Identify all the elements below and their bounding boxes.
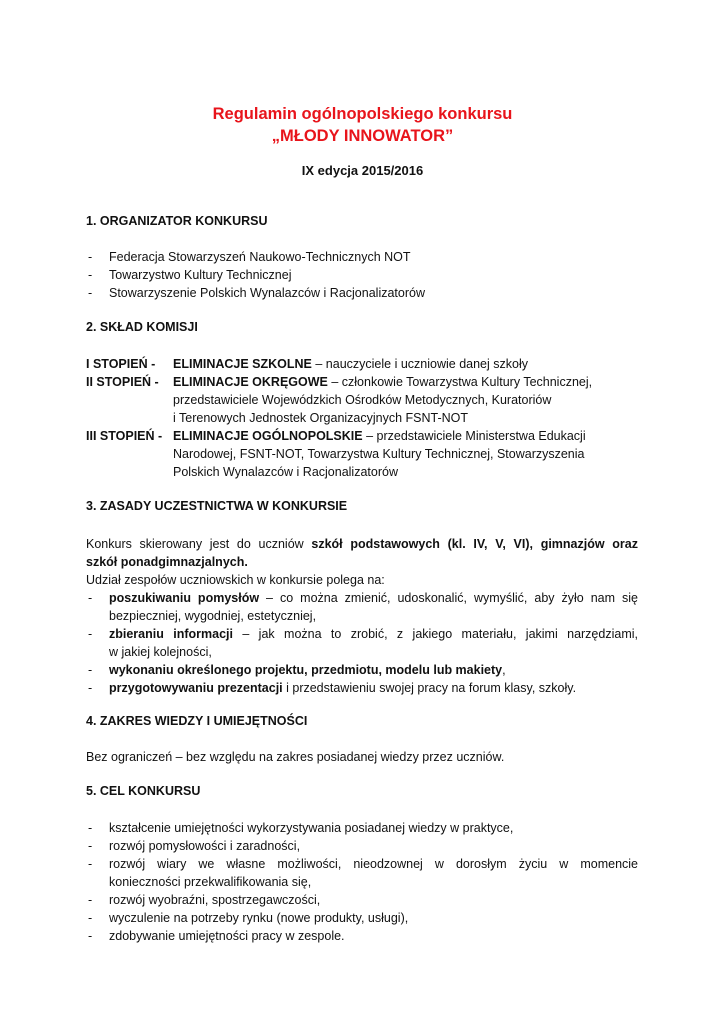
item-text: i przedstawieniu swojej pracy na forum klasy, szkoły. <box>282 681 577 695</box>
item-continuation: w jakiej kolejności, <box>109 645 212 659</box>
item-continuation: bezpieczniej, wygodniej, estetyczniej, <box>109 609 317 623</box>
participation-item <box>109 625 638 643</box>
list-dash: - <box>88 591 93 605</box>
section-5-heading: 5. CEL KONKURSU <box>86 784 201 798</box>
goal-item: kształcenie umiejętności wykorzystywania posiadanej wiedzy w praktyce, <box>109 821 514 835</box>
list-dash: - <box>88 911 93 925</box>
goal-item: rozwój wyobraźni, spostrzegawczości, <box>109 893 321 907</box>
item-text: – jak można to zrobić, z jakiego materiału, jakimi narzędziami, <box>232 627 638 641</box>
stage-text: i Terenowych Jednostek Organizacyjnych FSNT-NOT <box>173 411 469 425</box>
list-dash: - <box>88 286 93 300</box>
stage-name: ELIMINACJE OGÓLNOPOLSKIE <box>173 429 363 443</box>
list-dash: - <box>88 268 93 282</box>
item-bold: przygotowywaniu prezentacji <box>109 681 283 695</box>
stage-name: ELIMINACJE SZKOLNE <box>173 357 312 371</box>
organizer-item: Stowarzyszenie Polskich Wynalazców i Racjonalizatorów <box>109 286 425 300</box>
stage-text: przedstawiciele Wojewódzkich Ośrodków Metodycznych, Kuratoriów <box>173 393 552 407</box>
participation-item <box>109 589 638 607</box>
document-title-line1: Regulamin ogólnopolskiego konkursu <box>212 105 513 123</box>
school-types: szkół podstawowych (kl. IV, V, VI), gimnazjów oraz <box>311 537 638 551</box>
level-label: III STOPIEŃ - <box>86 429 163 443</box>
stage-name: ELIMINACJE OKRĘGOWE <box>173 375 328 389</box>
knowledge-scope-text: Bez ograniczeń – bez względu na zakres posiadanej wiedzy przez uczniów. <box>86 750 505 764</box>
level-description <box>173 373 592 391</box>
list-dash: - <box>88 681 93 695</box>
organizer-item: Towarzystwo Kultury Technicznej <box>109 268 292 282</box>
intro-text: Konkurs skierowany jest do uczniów <box>86 537 312 551</box>
level-description <box>173 427 586 445</box>
section-2-heading: 2. SKŁAD KOMISJI <box>86 320 198 334</box>
list-dash: - <box>88 250 93 264</box>
level-label: I STOPIEŃ - <box>86 357 156 371</box>
list-dash: - <box>88 929 93 943</box>
level-label: II STOPIEŃ - <box>86 375 159 389</box>
list-dash: - <box>88 857 93 871</box>
list-dash: - <box>88 839 93 853</box>
stage-text: – członkowie Towarzystwa Kultury Technicznej, <box>327 375 593 389</box>
organizer-item: Federacja Stowarzyszeń Naukowo-Technicznych NOT <box>109 250 411 264</box>
school-types-cont: szkół ponadgimnazjalnych. <box>86 555 248 569</box>
participation-item <box>109 661 506 679</box>
item-bold: wykonaniu określonego projektu, przedmiotu, modelu lub makiety <box>109 663 503 677</box>
list-dash: - <box>88 663 93 677</box>
goal-item: zdobywanie umiejętności pracy w zespole. <box>109 929 345 943</box>
level-description <box>173 355 528 373</box>
list-dash: - <box>88 821 93 835</box>
edition-label: IX edycja 2015/2016 <box>301 163 424 178</box>
list-dash: - <box>88 627 93 641</box>
participation-intro: Udział zespołów uczniowskich w konkursie polega na: <box>86 573 385 587</box>
item-bold: zbieraniu informacji <box>109 627 233 641</box>
section-3-heading: 3. ZASADY UCZESTNICTWA W KONKURSIE <box>86 499 348 513</box>
stage-text: – przedstawiciele Ministerstwa Edukacji <box>362 429 586 443</box>
section-4-heading: 4. ZAKRES WIEDZY I UMIEJĘTNOŚCI <box>86 714 308 728</box>
goal-item: rozwój pomysłowości i zaradności, <box>109 839 301 853</box>
stage-text: – nauczyciele i uczniowie danej szkoły <box>311 357 528 371</box>
goal-item: rozwój wiary we własne możliwości, nieodzownej w dorosłym życiu w momencie <box>109 857 638 871</box>
document-title-line2: „MŁODY INNOWATOR” <box>271 127 454 145</box>
participation-item <box>109 679 576 697</box>
list-dash: - <box>88 893 93 907</box>
stage-text: Polskich Wynalazców i Racjonalizatorów <box>173 465 398 479</box>
stage-text: Narodowej, FSNT-NOT, Towarzystwa Kultury Technicznej, Stowarzyszenia <box>173 447 585 461</box>
intro-line <box>86 535 638 553</box>
item-text: , <box>502 663 506 677</box>
goal-item-continuation: konieczności przekwalifikowania się, <box>109 875 312 889</box>
item-text: – co można zmienić, udoskonalić, wymyślić, aby żyło nam się <box>259 591 638 605</box>
section-1-heading: 1. ORGANIZATOR KONKURSU <box>86 214 268 228</box>
goal-item: wyczulenie na potrzeby rynku (nowe produkty, usługi), <box>109 911 409 925</box>
item-bold: poszukiwaniu pomysłów <box>109 591 260 605</box>
